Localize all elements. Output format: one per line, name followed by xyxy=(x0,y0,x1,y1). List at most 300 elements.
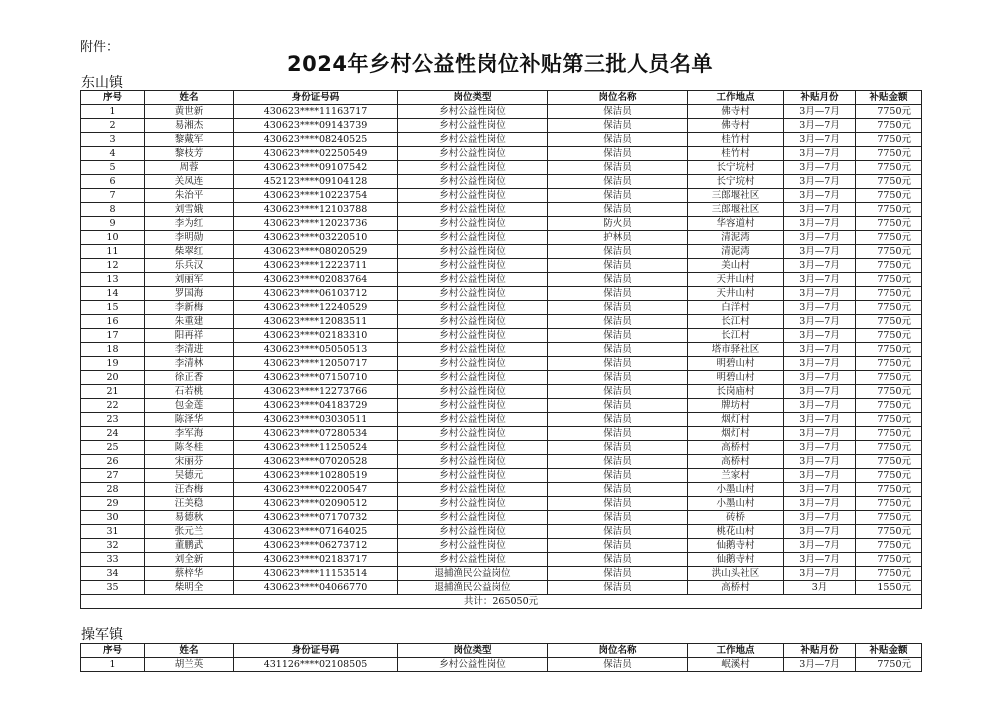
table-row xyxy=(81,189,922,203)
cell-post-name: 保洁员 xyxy=(548,385,688,399)
cell-index: 19 xyxy=(81,357,145,371)
cell-amount: 7750元 xyxy=(856,273,922,287)
cell-name: 李清林 xyxy=(145,357,234,371)
cell-id: 430623****11163717 xyxy=(234,105,398,119)
cell-id: 430623****05050513 xyxy=(234,343,398,357)
col-header-index: 序号 xyxy=(81,91,145,105)
cell-location: 高桥村 xyxy=(688,441,784,455)
col-header-post-name: 岗位名称 xyxy=(548,644,688,658)
cell-post-type: 乡村公益性岗位 xyxy=(398,427,548,441)
cell-amount: 7750元 xyxy=(856,553,922,567)
table-row xyxy=(81,315,922,329)
table-row xyxy=(81,301,922,315)
cell-name: 石若桃 xyxy=(145,385,234,399)
cell-amount: 7750元 xyxy=(856,497,922,511)
table-header-row xyxy=(81,91,922,105)
cell-amount: 7750元 xyxy=(856,399,922,413)
cell-amount: 7750元 xyxy=(856,511,922,525)
cell-amount: 7750元 xyxy=(856,147,922,161)
table-row xyxy=(81,483,922,497)
cell-index: 25 xyxy=(81,441,145,455)
cell-months: 3月—7月 xyxy=(784,245,856,259)
cell-amount: 7750元 xyxy=(856,329,922,343)
col-header-amount: 补贴金额 xyxy=(856,91,922,105)
cell-id: 431126****02108505 xyxy=(234,658,398,672)
cell-index: 18 xyxy=(81,343,145,357)
cell-id: 430623****07020528 xyxy=(234,455,398,469)
cell-post-name: 保洁员 xyxy=(548,371,688,385)
cell-index: 13 xyxy=(81,273,145,287)
cell-location: 美山村 xyxy=(688,259,784,273)
cell-post-type: 乡村公益性岗位 xyxy=(398,441,548,455)
cell-months: 3月—7月 xyxy=(784,175,856,189)
cell-post-type: 乡村公益性岗位 xyxy=(398,497,548,511)
table-row xyxy=(81,175,922,189)
cell-id: 430623****09107542 xyxy=(234,161,398,175)
cell-post-name: 保洁员 xyxy=(548,658,688,672)
cell-amount: 7750元 xyxy=(856,245,922,259)
cell-months: 3月—7月 xyxy=(784,231,856,245)
total-amount: 共计：265050元 xyxy=(81,595,922,609)
cell-post-name: 保洁员 xyxy=(548,301,688,315)
cell-amount: 7750元 xyxy=(856,287,922,301)
cell-amount: 7750元 xyxy=(856,469,922,483)
table-row xyxy=(81,567,922,581)
cell-name: 朱重建 xyxy=(145,315,234,329)
cell-location: 华容道村 xyxy=(688,217,784,231)
cell-months: 3月—7月 xyxy=(784,469,856,483)
town-heading-caojun: 操军镇 xyxy=(81,627,123,643)
cell-months: 3月—7月 xyxy=(784,525,856,539)
cell-index: 23 xyxy=(81,413,145,427)
col-header-amount: 补贴金额 xyxy=(856,644,922,658)
cell-id: 430623****03030511 xyxy=(234,413,398,427)
cell-amount: 7750元 xyxy=(856,525,922,539)
cell-index: 35 xyxy=(81,581,145,595)
cell-location: 长江村 xyxy=(688,329,784,343)
cell-index: 17 xyxy=(81,329,145,343)
cell-name: 徐正香 xyxy=(145,371,234,385)
cell-post-name: 保洁员 xyxy=(548,133,688,147)
table-row xyxy=(81,119,922,133)
table-row xyxy=(81,455,922,469)
cell-location: 长岗庙村 xyxy=(688,385,784,399)
cell-id: 430623****03220510 xyxy=(234,231,398,245)
cell-index: 27 xyxy=(81,469,145,483)
cell-name: 易德秋 xyxy=(145,511,234,525)
cell-post-name: 保洁员 xyxy=(548,483,688,497)
cell-id: 430623****02200547 xyxy=(234,483,398,497)
cell-post-name: 保洁员 xyxy=(548,161,688,175)
cell-post-type: 乡村公益性岗位 xyxy=(398,525,548,539)
cell-name: 李军海 xyxy=(145,427,234,441)
cell-id: 430623****04066770 xyxy=(234,581,398,595)
cell-index: 1 xyxy=(81,105,145,119)
cell-index: 6 xyxy=(81,175,145,189)
cell-index: 12 xyxy=(81,259,145,273)
town-heading-dongshan: 东山镇 xyxy=(81,75,123,91)
cell-months: 3月—7月 xyxy=(784,329,856,343)
cell-post-name: 保洁员 xyxy=(548,567,688,581)
cell-post-name: 保洁员 xyxy=(548,413,688,427)
cell-location: 白洋村 xyxy=(688,301,784,315)
attachment-label: 附件： xyxy=(80,40,120,55)
cell-name: 周蓉 xyxy=(145,161,234,175)
cell-post-type: 乡村公益性岗位 xyxy=(398,245,548,259)
cell-amount: 7750元 xyxy=(856,231,922,245)
cell-id: 430623****09143739 xyxy=(234,119,398,133)
cell-months: 3月—7月 xyxy=(784,161,856,175)
cell-location: 长宁垸村 xyxy=(688,175,784,189)
cell-location: 明碧山村 xyxy=(688,357,784,371)
cell-index: 10 xyxy=(81,231,145,245)
cell-name: 朱治平 xyxy=(145,189,234,203)
cell-index: 30 xyxy=(81,511,145,525)
cell-amount: 1550元 xyxy=(856,581,922,595)
cell-location: 仙鹅寺村 xyxy=(688,539,784,553)
table-row xyxy=(81,658,922,672)
col-header-name: 姓名 xyxy=(145,91,234,105)
table-row xyxy=(81,161,922,175)
table-row xyxy=(81,497,922,511)
cell-post-type: 乡村公益性岗位 xyxy=(398,385,548,399)
cell-location: 长江村 xyxy=(688,315,784,329)
cell-name: 刘丽军 xyxy=(145,273,234,287)
cell-id: 430623****02250549 xyxy=(234,147,398,161)
cell-post-name: 护林员 xyxy=(548,231,688,245)
cell-location: 天井山村 xyxy=(688,273,784,287)
cell-amount: 7750元 xyxy=(856,441,922,455)
cell-post-type: 乡村公益性岗位 xyxy=(398,301,548,315)
col-header-id: 身份证号码 xyxy=(234,644,398,658)
table-row xyxy=(81,105,922,119)
cell-id: 430623****10280519 xyxy=(234,469,398,483)
cell-months: 3月—7月 xyxy=(784,133,856,147)
cell-post-type: 乡村公益性岗位 xyxy=(398,553,548,567)
cell-index: 31 xyxy=(81,525,145,539)
cell-post-type: 乡村公益性岗位 xyxy=(398,343,548,357)
cell-index: 32 xyxy=(81,539,145,553)
cell-months: 3月—7月 xyxy=(784,371,856,385)
col-header-months: 补贴月份 xyxy=(784,91,856,105)
cell-amount: 7750元 xyxy=(856,175,922,189)
cell-index: 3 xyxy=(81,133,145,147)
cell-post-type: 乡村公益性岗位 xyxy=(398,259,548,273)
cell-index: 29 xyxy=(81,497,145,511)
cell-post-type: 乡村公益性岗位 xyxy=(398,357,548,371)
cell-location: 清泥湾 xyxy=(688,245,784,259)
cell-id: 430623****07280534 xyxy=(234,427,398,441)
table-row xyxy=(81,413,922,427)
cell-name: 胡兰英 xyxy=(145,658,234,672)
total-row xyxy=(81,595,922,609)
cell-months: 3月 xyxy=(784,581,856,595)
cell-amount: 7750元 xyxy=(856,385,922,399)
cell-index: 16 xyxy=(81,315,145,329)
cell-post-type: 乡村公益性岗位 xyxy=(398,273,548,287)
cell-amount: 7750元 xyxy=(856,455,922,469)
cell-months: 3月—7月 xyxy=(784,105,856,119)
cell-post-name: 保洁员 xyxy=(548,497,688,511)
cell-post-type: 乡村公益性岗位 xyxy=(398,399,548,413)
table-row xyxy=(81,343,922,357)
cell-id: 430623****08240525 xyxy=(234,133,398,147)
cell-id: 452123****09104128 xyxy=(234,175,398,189)
cell-post-type: 乡村公益性岗位 xyxy=(398,658,548,672)
cell-location: 高桥村 xyxy=(688,581,784,595)
cell-post-name: 保洁员 xyxy=(548,399,688,413)
cell-location: 天井山村 xyxy=(688,287,784,301)
cell-name: 易湘杰 xyxy=(145,119,234,133)
cell-months: 3月—7月 xyxy=(784,259,856,273)
table-row xyxy=(81,469,922,483)
cell-months: 3月—7月 xyxy=(784,385,856,399)
col-header-post-name: 岗位名称 xyxy=(548,91,688,105)
cell-post-type: 乡村公益性岗位 xyxy=(398,161,548,175)
cell-post-type: 乡村公益性岗位 xyxy=(398,413,548,427)
cell-post-type: 乡村公益性岗位 xyxy=(398,329,548,343)
cell-location: 洪山头社区 xyxy=(688,567,784,581)
cell-months: 3月—7月 xyxy=(784,203,856,217)
cell-name: 罗国海 xyxy=(145,287,234,301)
cell-amount: 7750元 xyxy=(856,539,922,553)
cell-months: 3月—7月 xyxy=(784,511,856,525)
table-row xyxy=(81,329,922,343)
cell-post-type: 乡村公益性岗位 xyxy=(398,315,548,329)
cell-location: 砖桥 xyxy=(688,511,784,525)
cell-id: 430623****12050717 xyxy=(234,357,398,371)
cell-id: 430623****12240529 xyxy=(234,301,398,315)
cell-location: 高桥村 xyxy=(688,455,784,469)
cell-amount: 7750元 xyxy=(856,301,922,315)
cell-location: 佛寺村 xyxy=(688,105,784,119)
cell-name: 陈泽华 xyxy=(145,413,234,427)
cell-id: 430623****02090512 xyxy=(234,497,398,511)
col-header-name: 姓名 xyxy=(145,644,234,658)
cell-post-name: 保洁员 xyxy=(548,357,688,371)
cell-index: 20 xyxy=(81,371,145,385)
cell-name: 关凤连 xyxy=(145,175,234,189)
cell-post-type: 乡村公益性岗位 xyxy=(398,217,548,231)
cell-index: 2 xyxy=(81,119,145,133)
table-row xyxy=(81,357,922,371)
cell-name: 李明勋 xyxy=(145,231,234,245)
cell-index: 8 xyxy=(81,203,145,217)
cell-months: 3月—7月 xyxy=(784,553,856,567)
roster-table-caojun xyxy=(80,643,922,672)
cell-months: 3月—7月 xyxy=(784,147,856,161)
table-row xyxy=(81,231,922,245)
cell-name: 李清进 xyxy=(145,343,234,357)
cell-id: 430623****07150710 xyxy=(234,371,398,385)
cell-months: 3月—7月 xyxy=(784,441,856,455)
cell-amount: 7750元 xyxy=(856,119,922,133)
cell-location: 长宁垸村 xyxy=(688,161,784,175)
cell-name: 吴德元 xyxy=(145,469,234,483)
table-row xyxy=(81,273,922,287)
cell-name: 李新梅 xyxy=(145,301,234,315)
cell-id: 430623****12083511 xyxy=(234,315,398,329)
table-row xyxy=(81,553,922,567)
page-title: 2024年乡村公益性岗位补贴第三批人员名单 xyxy=(287,52,713,76)
cell-amount: 7750元 xyxy=(856,315,922,329)
cell-id: 430623****04183729 xyxy=(234,399,398,413)
cell-amount: 7750元 xyxy=(856,658,922,672)
table-row xyxy=(81,441,922,455)
cell-name: 董鹏武 xyxy=(145,539,234,553)
col-header-id: 身份证号码 xyxy=(234,91,398,105)
table-row xyxy=(81,511,922,525)
cell-location: 塔市驿社区 xyxy=(688,343,784,357)
cell-index: 11 xyxy=(81,245,145,259)
cell-name: 黄世新 xyxy=(145,105,234,119)
cell-months: 3月—7月 xyxy=(784,567,856,581)
table-row xyxy=(81,539,922,553)
cell-location: 桂竹村 xyxy=(688,133,784,147)
table-row xyxy=(81,133,922,147)
cell-location: 清泥湾 xyxy=(688,231,784,245)
cell-post-name: 保洁员 xyxy=(548,469,688,483)
cell-post-name: 保洁员 xyxy=(548,105,688,119)
col-header-index: 序号 xyxy=(81,644,145,658)
cell-name: 陈冬桂 xyxy=(145,441,234,455)
cell-id: 430623****02083764 xyxy=(234,273,398,287)
cell-months: 3月—7月 xyxy=(784,301,856,315)
cell-amount: 7750元 xyxy=(856,483,922,497)
cell-index: 22 xyxy=(81,399,145,413)
cell-months: 3月—7月 xyxy=(784,658,856,672)
cell-months: 3月—7月 xyxy=(784,273,856,287)
cell-months: 3月—7月 xyxy=(784,189,856,203)
table-row xyxy=(81,581,922,595)
cell-id: 430623****12223711 xyxy=(234,259,398,273)
cell-post-type: 乡村公益性岗位 xyxy=(398,189,548,203)
cell-name: 汪美稳 xyxy=(145,497,234,511)
cell-amount: 7750元 xyxy=(856,567,922,581)
cell-id: 430623****12103788 xyxy=(234,203,398,217)
table-header-row xyxy=(81,644,922,658)
cell-post-type: 乡村公益性岗位 xyxy=(398,483,548,497)
cell-months: 3月—7月 xyxy=(784,413,856,427)
cell-id: 430623****12023736 xyxy=(234,217,398,231)
cell-name: 阳再祥 xyxy=(145,329,234,343)
cell-post-type: 乡村公益性岗位 xyxy=(398,147,548,161)
cell-post-name: 保洁员 xyxy=(548,329,688,343)
cell-amount: 7750元 xyxy=(856,427,922,441)
cell-name: 汪杏梅 xyxy=(145,483,234,497)
cell-location: 牌坊村 xyxy=(688,399,784,413)
roster-body-dongshan xyxy=(81,105,922,595)
cell-index: 21 xyxy=(81,385,145,399)
cell-post-name: 保洁员 xyxy=(548,455,688,469)
cell-post-type: 乡村公益性岗位 xyxy=(398,287,548,301)
cell-amount: 7750元 xyxy=(856,203,922,217)
cell-location: 明碧山村 xyxy=(688,371,784,385)
cell-location: 佛寺村 xyxy=(688,119,784,133)
cell-amount: 7750元 xyxy=(856,105,922,119)
cell-post-name: 保洁员 xyxy=(548,203,688,217)
cell-id: 430623****08020529 xyxy=(234,245,398,259)
cell-post-name: 保洁员 xyxy=(548,259,688,273)
cell-id: 430623****06103712 xyxy=(234,287,398,301)
cell-post-name: 保洁员 xyxy=(548,175,688,189)
cell-location: 兰家村 xyxy=(688,469,784,483)
table-row xyxy=(81,147,922,161)
cell-name: 柴明全 xyxy=(145,581,234,595)
table-row xyxy=(81,371,922,385)
table-row xyxy=(81,259,922,273)
cell-post-type: 乡村公益性岗位 xyxy=(398,455,548,469)
cell-post-type: 乡村公益性岗位 xyxy=(398,231,548,245)
cell-index: 14 xyxy=(81,287,145,301)
cell-post-name: 保洁员 xyxy=(548,147,688,161)
cell-post-name: 保洁员 xyxy=(548,273,688,287)
cell-name: 李为红 xyxy=(145,217,234,231)
cell-months: 3月—7月 xyxy=(784,399,856,413)
cell-post-name: 防火员 xyxy=(548,217,688,231)
cell-post-name: 保洁员 xyxy=(548,553,688,567)
col-header-location: 工作地点 xyxy=(688,644,784,658)
col-header-post-type: 岗位类型 xyxy=(398,644,548,658)
cell-post-name: 保洁员 xyxy=(548,189,688,203)
cell-amount: 7750元 xyxy=(856,371,922,385)
cell-amount: 7750元 xyxy=(856,217,922,231)
cell-months: 3月—7月 xyxy=(784,357,856,371)
table-row xyxy=(81,525,922,539)
cell-id: 430623****07164025 xyxy=(234,525,398,539)
cell-id: 430623****12273766 xyxy=(234,385,398,399)
cell-id: 430623****02183717 xyxy=(234,553,398,567)
cell-post-name: 保洁员 xyxy=(548,525,688,539)
cell-months: 3月—7月 xyxy=(784,217,856,231)
cell-index: 28 xyxy=(81,483,145,497)
roster-table-dongshan xyxy=(80,90,922,609)
cell-name: 黎戴军 xyxy=(145,133,234,147)
cell-post-name: 保洁员 xyxy=(548,315,688,329)
cell-months: 3月—7月 xyxy=(784,539,856,553)
cell-name: 蔡梓华 xyxy=(145,567,234,581)
cell-amount: 7750元 xyxy=(856,413,922,427)
cell-index: 4 xyxy=(81,147,145,161)
cell-index: 9 xyxy=(81,217,145,231)
cell-id: 430623****10223754 xyxy=(234,189,398,203)
cell-id: 430623****06273712 xyxy=(234,539,398,553)
cell-amount: 7750元 xyxy=(856,189,922,203)
cell-index: 7 xyxy=(81,189,145,203)
col-header-months: 补贴月份 xyxy=(784,644,856,658)
col-header-location: 工作地点 xyxy=(688,91,784,105)
cell-name: 包金莲 xyxy=(145,399,234,413)
cell-location: 仙鹅寺村 xyxy=(688,553,784,567)
cell-months: 3月—7月 xyxy=(784,315,856,329)
cell-name: 乐兵汉 xyxy=(145,259,234,273)
cell-months: 3月—7月 xyxy=(784,483,856,497)
cell-name: 刘全新 xyxy=(145,553,234,567)
cell-post-name: 保洁员 xyxy=(548,245,688,259)
table-row xyxy=(81,427,922,441)
cell-post-name: 保洁员 xyxy=(548,287,688,301)
cell-name: 张元兰 xyxy=(145,525,234,539)
table-row xyxy=(81,399,922,413)
cell-id: 430623****07170732 xyxy=(234,511,398,525)
cell-name: 黎枝芳 xyxy=(145,147,234,161)
cell-amount: 7750元 xyxy=(856,161,922,175)
cell-post-name: 保洁员 xyxy=(548,119,688,133)
table-row xyxy=(81,203,922,217)
cell-post-type: 退捕渔民公益岗位 xyxy=(398,567,548,581)
cell-location: 小墨山村 xyxy=(688,497,784,511)
cell-post-type: 乡村公益性岗位 xyxy=(398,119,548,133)
